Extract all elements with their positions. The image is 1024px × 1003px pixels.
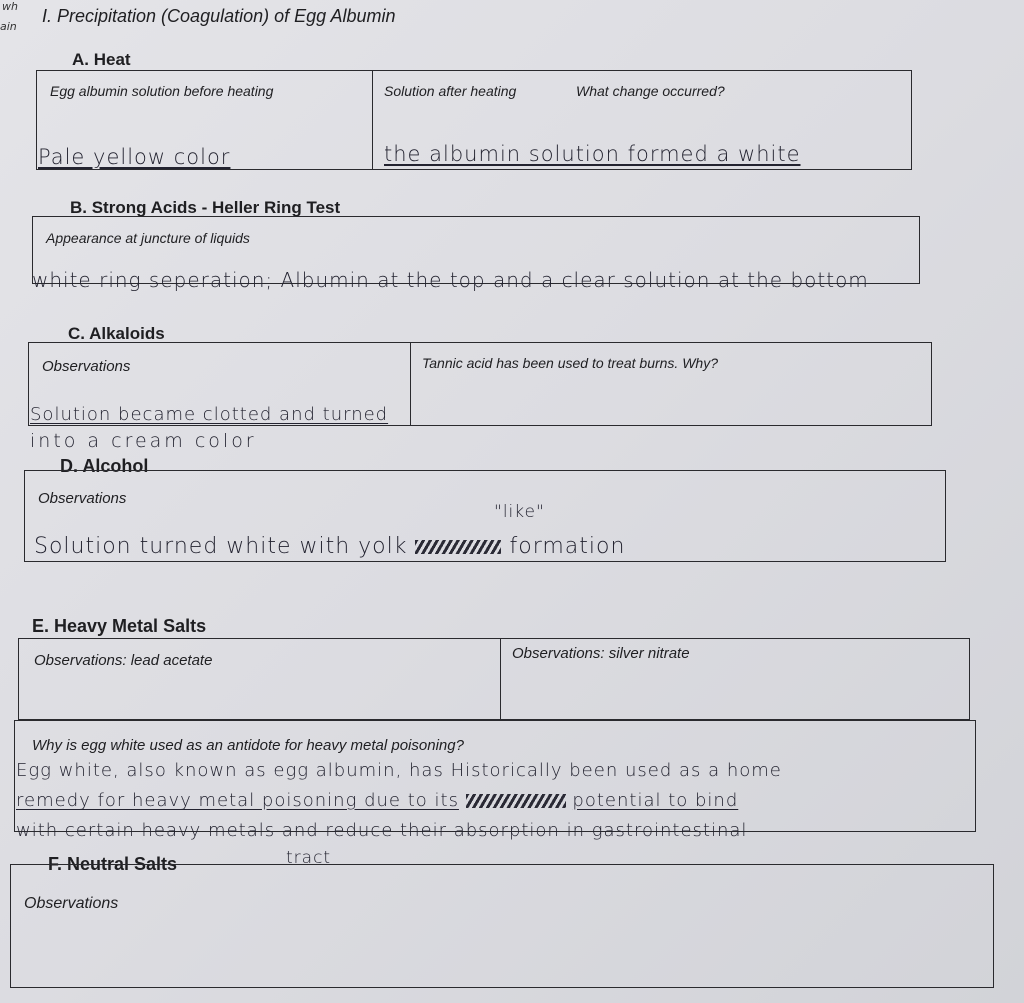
page-title: I. Precipitation (Coagulation) of Egg Albumin <box>42 6 396 26</box>
alkaloids-divider <box>410 342 411 426</box>
heading-alkaloids: C. Alkaloids <box>68 324 165 343</box>
heat-col1-label: Egg albumin solution before heating <box>50 83 274 99</box>
heading-metals: E. Heavy Metal Salts <box>32 616 207 636</box>
margin-mark-1: wh <box>2 0 18 13</box>
crossed-out-scribble-2 <box>466 794 566 808</box>
metals-label-silver: Observations: silver nitrate <box>512 645 690 662</box>
margin-mark-2: ain <box>0 20 17 33</box>
alcohol-answer-part1: Solution turned white with yolk <box>34 534 408 559</box>
metals-question: Why is egg white used as an antidote for heavy metal poisoning? <box>32 737 464 754</box>
metals-answer-line3: with certain heavy metals and reduce their absorption in gastrointestinal <box>16 820 748 841</box>
heat-col2-label: Solution after heating <box>384 83 517 99</box>
heading-alcohol: D. Alcohol <box>60 456 149 476</box>
heat-divider <box>372 70 373 170</box>
crossed-out-scribble <box>415 540 501 554</box>
neutral-table <box>10 864 994 988</box>
metals-answer-line2a: remedy for heavy metal poisoning due to its <box>16 790 459 811</box>
heading-acids: B. Strong Acids - Heller Ring Test <box>70 198 341 217</box>
heat-col3-label: What change occurred? <box>576 83 725 99</box>
metals-answer-line2 <box>16 790 738 811</box>
neutral-label: Observations <box>24 895 119 912</box>
acids-answer: white ring seperation; Albumin at the top and a clear solution at the bottom <box>32 268 869 292</box>
heat-answer-before: Pale yellow color <box>38 145 231 169</box>
metals-answer-line1: Egg white, also known as egg albumin, has Historically been used as a home <box>16 760 782 781</box>
alkaloids-label: Observations <box>42 358 131 375</box>
alcohol-answer-part2: formation <box>509 534 626 559</box>
alkaloids-question: Tannic acid has been used to treat burns. Why? <box>422 355 718 371</box>
heading-neutral: F. Neutral Salts <box>48 854 178 874</box>
metals-label-lead: Observations: lead acetate <box>34 652 213 669</box>
alkaloids-answer-line1: Solution became clotted and turned <box>30 404 389 425</box>
metals-divider <box>500 638 501 720</box>
acids-label: Appearance at juncture of liquids <box>46 230 250 246</box>
heat-answer-after: the albumin solution formed a white <box>384 142 801 166</box>
alcohol-label: Observations <box>38 490 127 507</box>
metals-answer-line4: tract <box>286 848 332 868</box>
heading-heat: A. Heat <box>72 50 131 69</box>
alcohol-answer-above: "like" <box>494 502 545 522</box>
metals-table <box>18 638 970 720</box>
alcohol-answer <box>34 534 625 559</box>
alkaloids-answer-line2: into a cream color <box>30 430 257 452</box>
metals-answer-line2b: potential to bind <box>572 790 739 811</box>
